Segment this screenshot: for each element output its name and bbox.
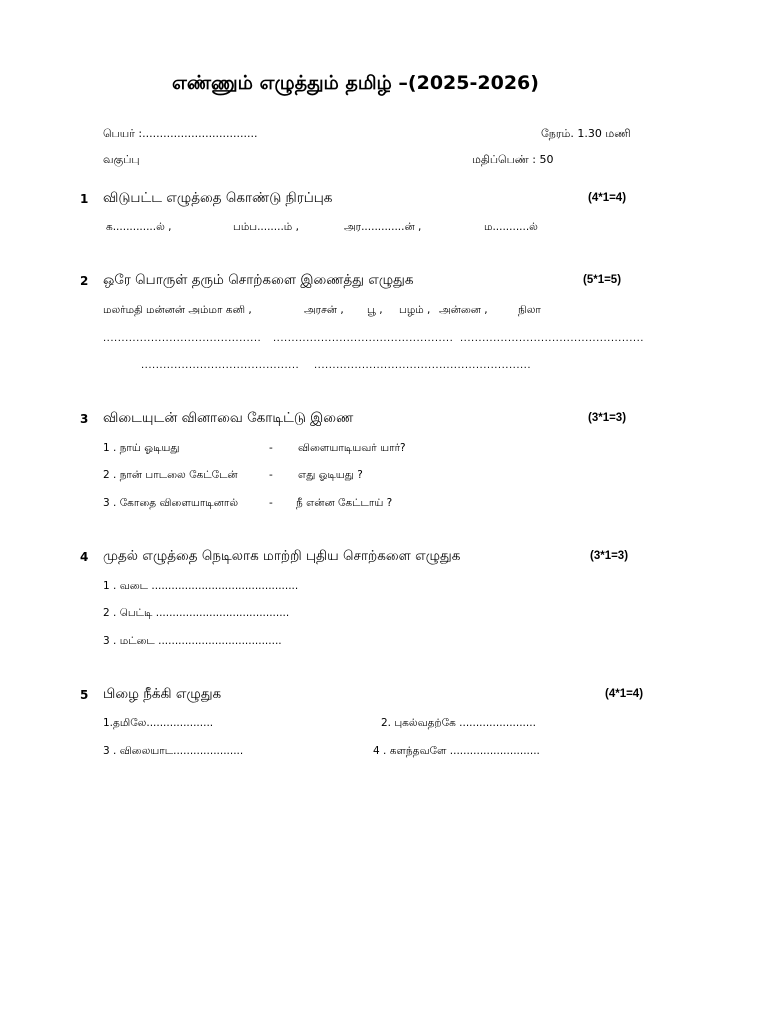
time-label: நேரம். 1.30 மணி — [541, 127, 631, 140]
correction-item: 1.தமிலே.................... — [103, 717, 214, 729]
question-text: விடையுடன் வினாவை கோடிட்டு இணை — [103, 410, 354, 426]
fill-blank-item: அர.............ன் , — [344, 221, 422, 233]
match-left-item: 3 . கோதை விளையாடினால் — [103, 497, 239, 509]
question-number: 4 — [80, 550, 89, 564]
word-list-item: பழம் , — [399, 304, 431, 316]
match-right-item: விளையாடியவர் யார்? — [298, 442, 406, 454]
question-number: 1 — [80, 192, 89, 206]
match-dash: - — [269, 469, 273, 481]
rewrite-item: 3 . மட்டை ..................................... — [103, 635, 282, 647]
question-number: 3 — [80, 412, 89, 426]
word-list-item: நிலா — [518, 304, 541, 316]
match-dash: - — [269, 497, 273, 509]
match-left-item: 1 . நாய் ஓடியது — [103, 442, 180, 454]
question-number: 2 — [80, 274, 89, 288]
question-marks: (4*1=4) — [605, 688, 644, 700]
question-text: ஒரே பொருள் தரும் சொற்களை இணைத்து எழுதுக — [103, 272, 414, 288]
word-list-item: பூ , — [367, 304, 383, 316]
answer-blank: ........................................................... — [314, 360, 532, 371]
word-list-item: அன்னை , — [439, 304, 488, 316]
answer-blank: ................................................. — [273, 333, 454, 344]
worksheet-title: எண்ணும் எழுத்தும் தமிழ் –(2025-2026) — [172, 72, 539, 94]
question-text: முதல் எழுத்தை நெடிலாக மாற்றி புதிய சொற்களை எழுதுக — [103, 548, 461, 564]
total-marks-label: மதிப்பெண் : 50 — [472, 153, 554, 166]
answer-blank: .................................................. — [460, 333, 644, 344]
fill-blank-item: க.............ல் , — [106, 221, 172, 233]
match-right-item: நீ என்ன கேட்டாய் ? — [296, 497, 393, 509]
word-list-item: மலர்மதி மன்னன் அம்மா கனி , — [103, 304, 252, 316]
match-right-item: எது ஓடியது ? — [298, 469, 363, 481]
fill-blank-item: ம...........ல் — [484, 221, 538, 233]
correction-item: 4 . களந்தவளே ........................... — [373, 745, 540, 757]
question-text: பிழை நீக்கி எழுதுக — [103, 686, 222, 702]
question-number: 5 — [80, 688, 89, 702]
word-list-item: அரசன் , — [304, 304, 344, 316]
answer-blank: ........................................... — [103, 333, 262, 344]
match-dash: - — [269, 442, 273, 454]
question-marks: (4*1=4) — [588, 192, 627, 204]
fill-blank-item: பம்ப........ம் , — [233, 221, 299, 233]
correction-item: 3 . விலையாட..................... — [103, 745, 244, 757]
name-field-label: பெயர் :................................. — [103, 127, 258, 140]
match-left-item: 2 . நான் பாடலை கேட்டேன் — [103, 469, 238, 481]
question-text: விடுபட்ட எழுத்தை கொண்டு நிரப்புக — [103, 190, 333, 206]
answer-blank: ........................................... — [141, 360, 300, 371]
rewrite-item: 1 . வடை ............................................ — [103, 580, 299, 592]
question-marks: (3*1=3) — [588, 412, 627, 424]
question-marks: (5*1=5) — [583, 274, 622, 286]
correction-item: 2. புகல்வதற்கே ....................... — [381, 717, 536, 729]
class-label: வகுப்பு — [103, 153, 140, 166]
question-marks: (3*1=3) — [590, 550, 629, 562]
rewrite-item: 2 . பெட்டி ........................................ — [103, 607, 290, 619]
